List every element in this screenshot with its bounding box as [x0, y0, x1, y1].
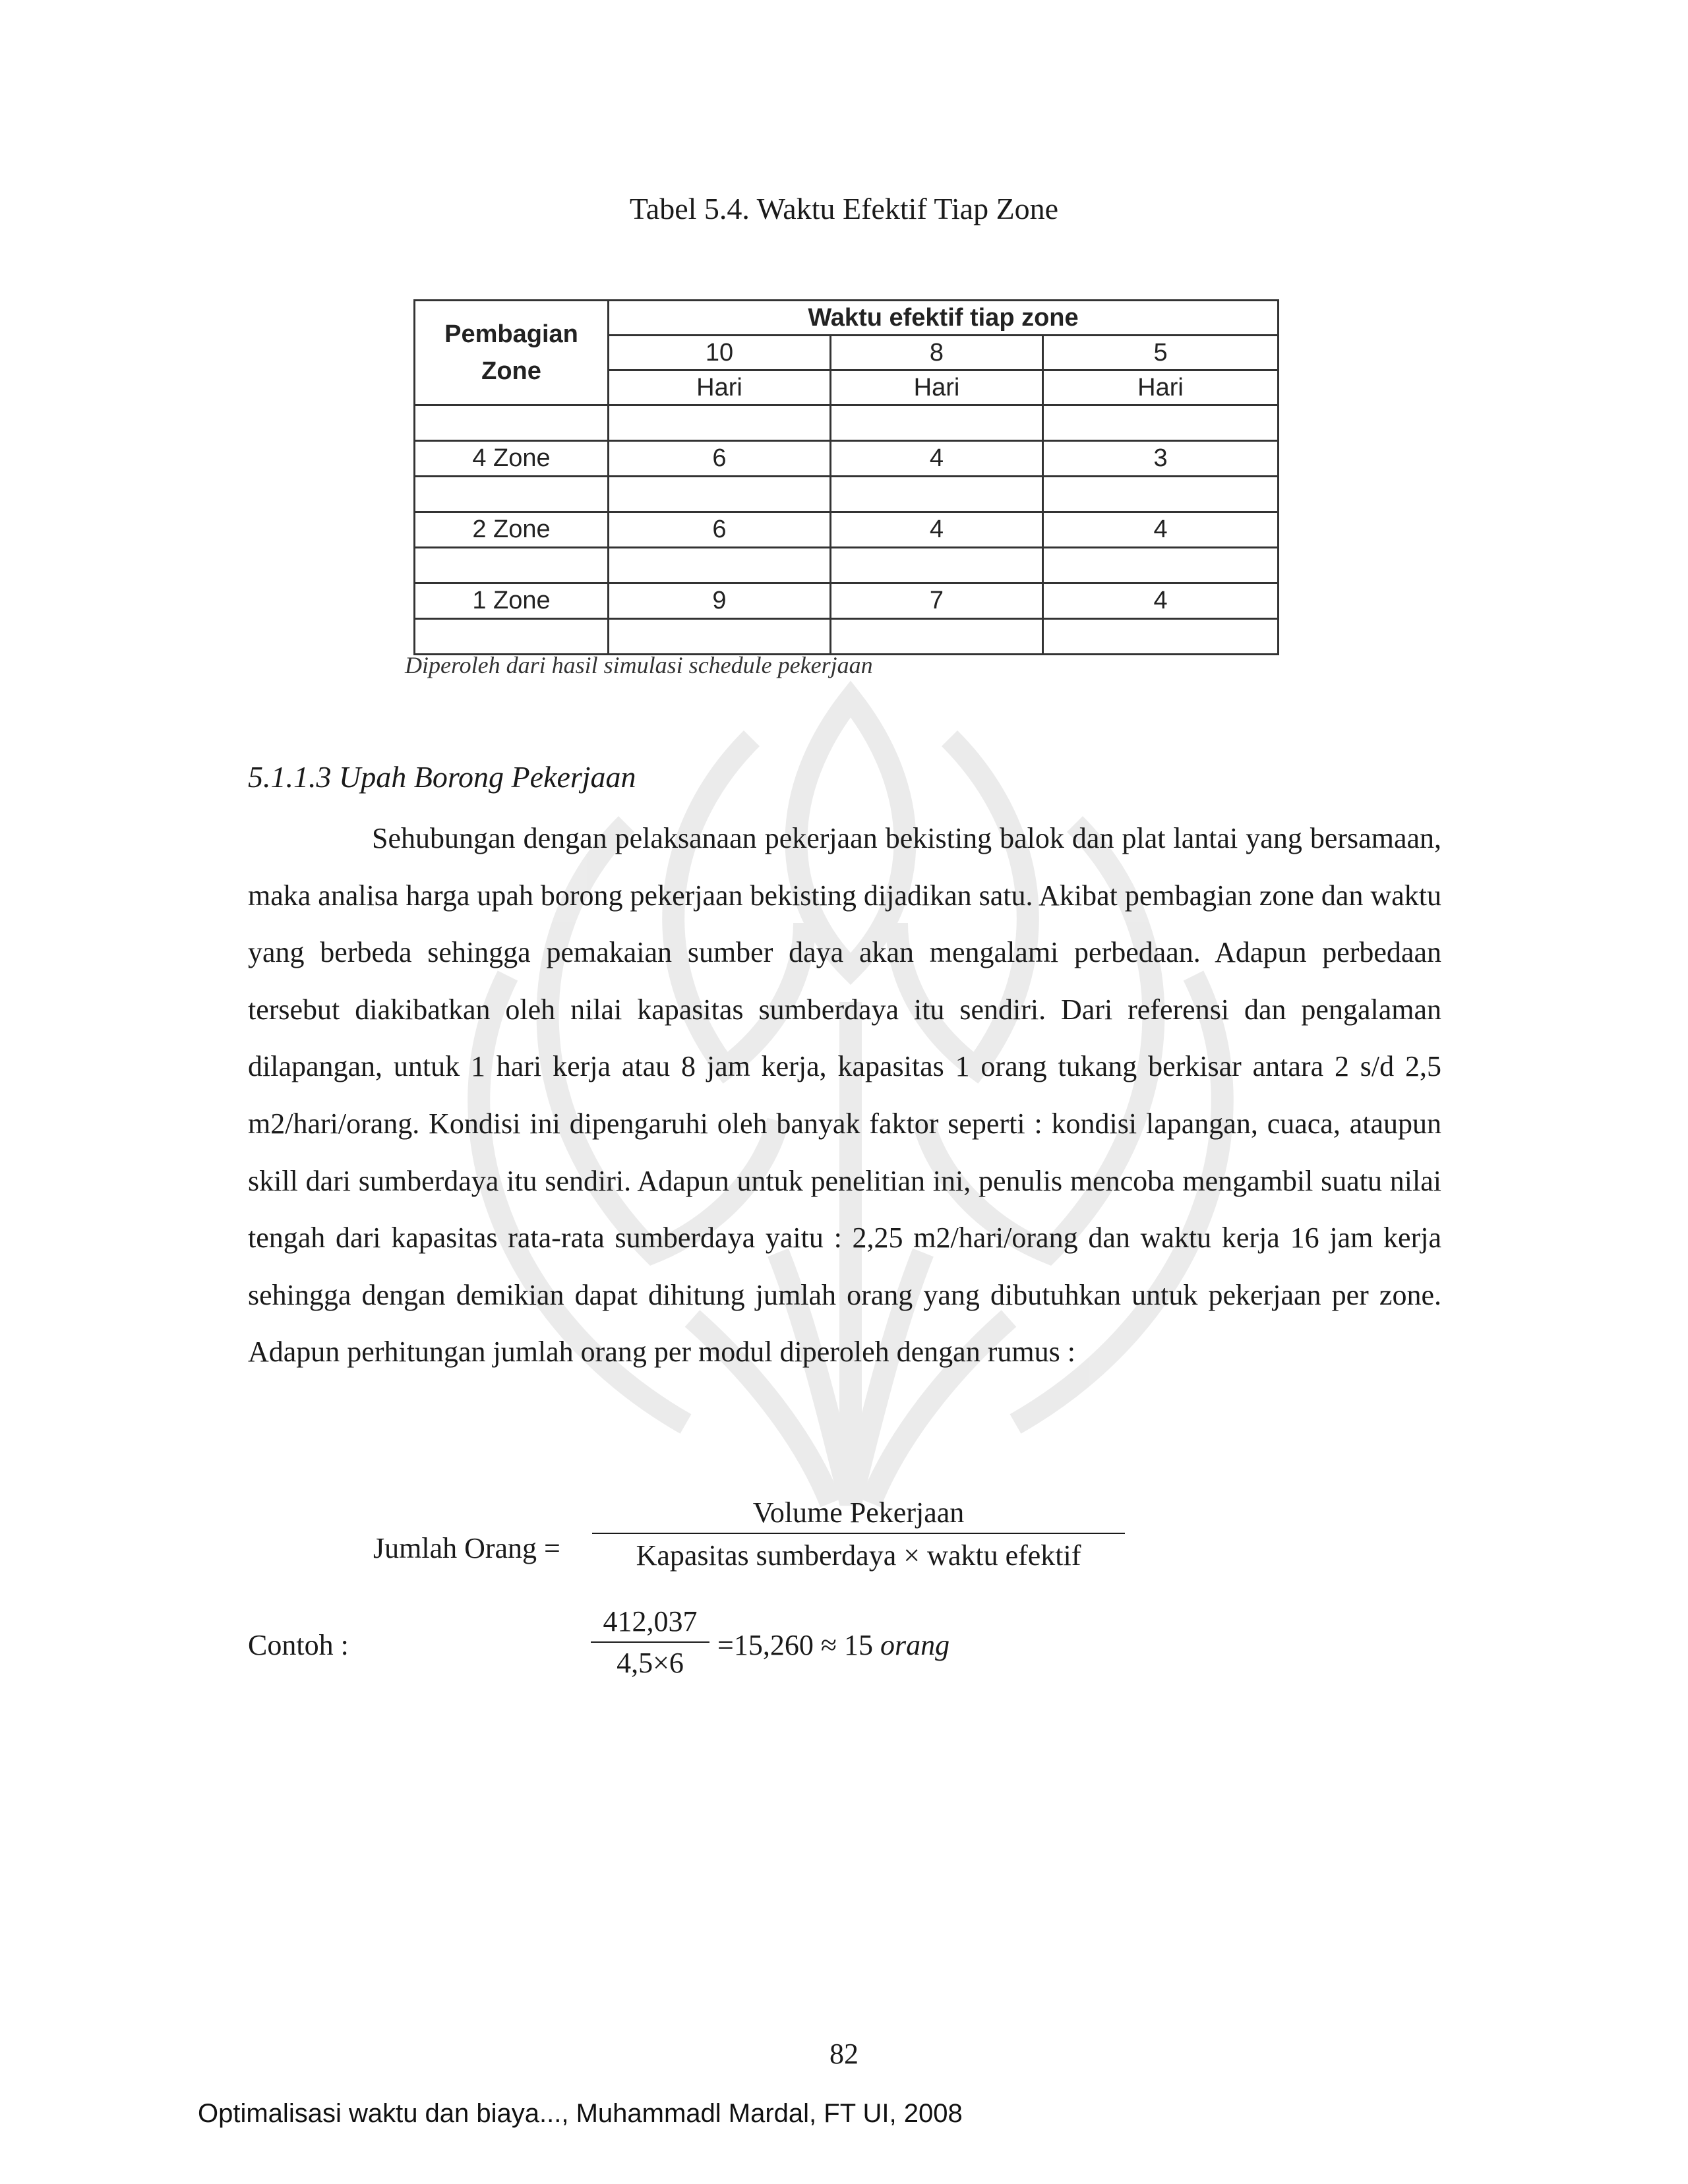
table-cell: 6	[609, 441, 831, 477]
row-label: 1 Zone	[415, 583, 609, 619]
group-header-cell: Waktu efektif tiap zone	[609, 301, 1279, 336]
example-denominator: 4,5×6	[617, 1647, 684, 1679]
example-unit: orang	[880, 1629, 950, 1661]
body-paragraph	[248, 810, 1441, 1381]
row-label: 2 Zone	[415, 512, 609, 548]
table-cell: 4	[1043, 583, 1279, 619]
formula-denominator: Kapasitas sumberdaya × waktu efektif	[636, 1539, 1081, 1572]
column-header-value: 5	[1043, 336, 1279, 370]
page-footer: Optimalisasi waktu dan biaya..., Muhammadl Mardal, FT UI, 2008	[198, 2099, 963, 2128]
example-label: Contoh :	[248, 1629, 349, 1661]
paragraph-text: Sehubungan dengan pelaksanaan pekerjaan bekisting balok dan plat lantai yang bersamaan, maka analisa harga upah borong pekerjaan bekisting dijadikan satu. Akibat pembagian zone dan waktu yang berbeda sehingga pemakaian sumber daya akan mengalami perbedaan. Adapun perbedaan tersebut diakibatkan oleh nilai kapasitas sumberdaya itu sendiri. Dari referensi dan pengalaman dilapangan, untuk 1 hari kerja atau 8 jam kerja, kapasitas 1 orang tukang berkisar antara 2 s/d 2,5 m2/hari/orang. Kondisi ini dipengaruhi oleh banyak faktor seperti : kondisi lapangan, cuaca, ataupun skill dari sumberdaya itu sendiri. Adapun untuk penelitian ini, penulis mencoba mengambil suatu nilai tengah dari kapasitas rata-rata sumberdaya yaitu : 2,25 m2/hari/orang dan waktu kerja 16 jam kerja sehingga dengan demikian dapat dihitung jumlah orang yang dibutuhkan untuk pekerjaan per zone. Adapun perhitungan jumlah orang per modul diperoleh dengan rumus :	[248, 822, 1441, 1369]
table-source-note: Diperoleh dari hasil simulasi schedule pekerjaan	[405, 652, 873, 678]
formula-lhs: Jumlah Orang =	[373, 1532, 560, 1564]
table-cell: 7	[831, 583, 1043, 619]
blank-row	[415, 619, 1279, 655]
table-cell: 4	[831, 441, 1043, 477]
column-header-unit: Hari	[831, 370, 1043, 405]
example-numerator: 412,037	[603, 1605, 698, 1638]
table-row	[415, 441, 1279, 477]
table-cell: 9	[609, 583, 831, 619]
blank-row	[415, 405, 1279, 441]
example-fraction	[591, 1602, 709, 1684]
blank-row	[415, 477, 1279, 512]
table-cell: 6	[609, 512, 831, 548]
table-row	[415, 512, 1279, 548]
table-row	[415, 583, 1279, 619]
page-number: 82	[829, 2038, 859, 2070]
column-header-unit: Hari	[609, 370, 831, 405]
blank-row	[415, 548, 1279, 583]
example-result	[717, 1628, 950, 1662]
row-header-cell: Pembagian Zone	[415, 301, 609, 405]
formula-fraction	[592, 1493, 1125, 1578]
column-header-value: 8	[831, 336, 1043, 370]
column-header-unit: Hari	[1043, 370, 1279, 405]
table-caption: Tabel 5.4. Waktu Efektif Tiap Zone	[629, 192, 1059, 225]
table-cell: 4	[1043, 512, 1279, 548]
section-heading: 5.1.1.3 Upah Borong Pekerjaan	[248, 760, 636, 794]
column-header-value: 10	[609, 336, 831, 370]
table-cell: 3	[1043, 441, 1279, 477]
row-label: 4 Zone	[415, 441, 609, 477]
formula-numerator: Volume Pekerjaan	[752, 1496, 965, 1529]
example-calculation	[248, 1602, 1039, 1701]
table-cell: 4	[831, 512, 1043, 548]
zone-effective-time-table	[413, 299, 1279, 655]
example-result-value: =15,260 ≈ 15	[717, 1629, 873, 1661]
